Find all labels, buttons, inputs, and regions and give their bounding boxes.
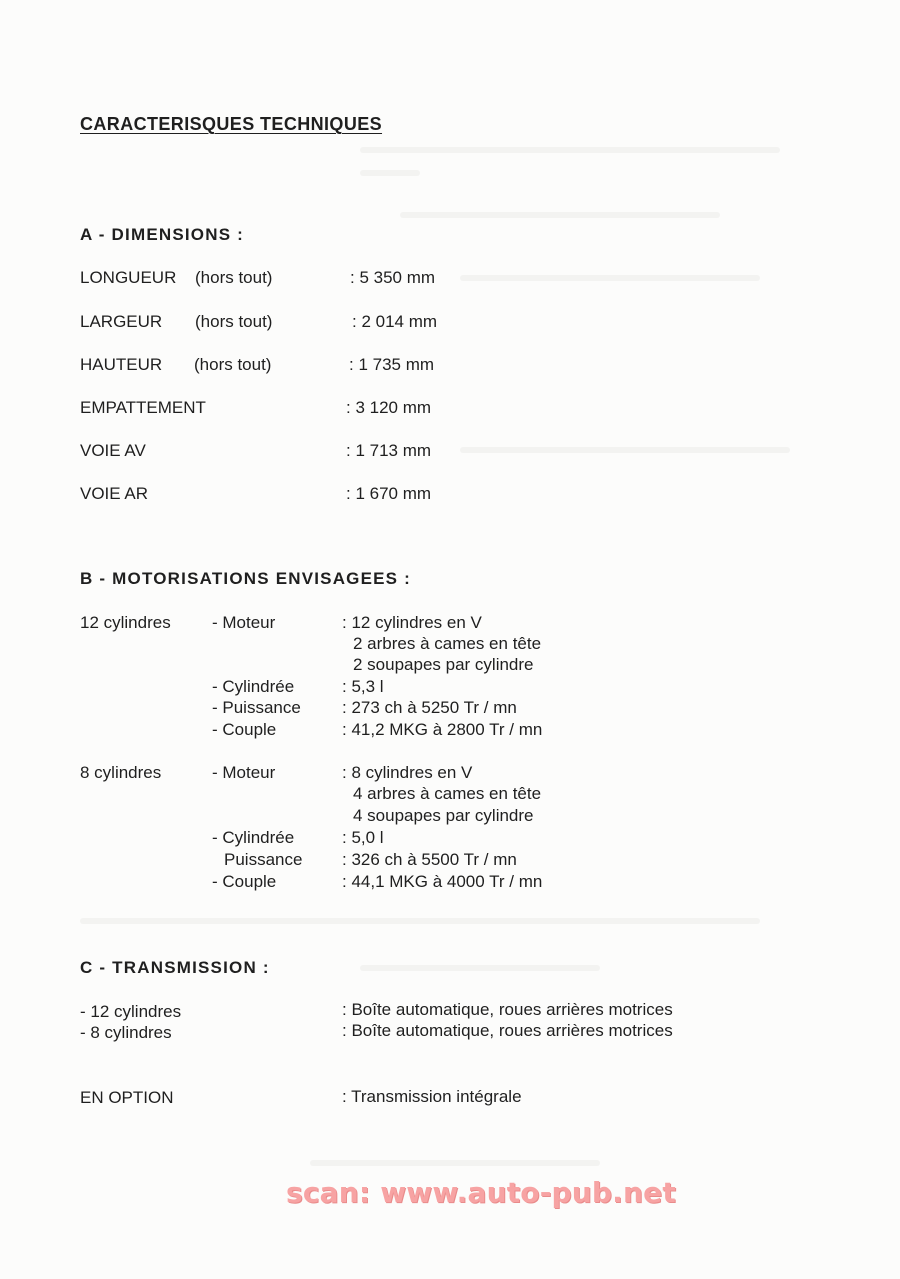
bleed-through-mark	[360, 147, 780, 153]
bleed-through-mark	[460, 275, 760, 281]
dimension-value: : 3 120 mm	[346, 398, 432, 417]
spec-value: : 326 ch à 5500 Tr / mn	[342, 850, 517, 869]
dimension-label: EMPATTEMENT	[80, 398, 206, 417]
transmission-label: - 8 cylindres	[80, 1023, 172, 1042]
bleed-through-mark	[360, 965, 600, 971]
spec-label: - Moteur	[212, 763, 276, 782]
spec-value: 2 arbres à cames en tête	[353, 634, 542, 653]
option-value: : Transmission intégrale	[342, 1087, 522, 1106]
spec-value: 4 soupapes par cylindre	[353, 806, 534, 825]
transmission-value: : Boîte automatique, roues arrières motrices	[342, 1000, 673, 1019]
dimension-value: : 1 670 mm	[346, 484, 432, 503]
dimension-label: VOIE AV	[80, 441, 146, 460]
engine-name-v12: 12 cylindres	[80, 613, 171, 632]
spec-value: : 12 cylindres en V	[342, 613, 482, 632]
dimension-label: LONGUEUR	[80, 268, 177, 287]
dimension-value: : 5 350 mm	[350, 268, 436, 287]
dimension-note: (hors tout)	[195, 268, 273, 287]
section-heading-motorisations: B - MOTORISATIONS ENVISAGEES :	[80, 569, 412, 588]
spec-label: - Puissance	[212, 698, 301, 717]
bleed-through-mark	[460, 447, 790, 453]
spec-value: 4 arbres à cames en tête	[353, 784, 542, 803]
section-heading-dimensions: A - DIMENSIONS :	[80, 225, 245, 244]
spec-value: : 41,2 MKG à 2800 Tr / mn	[342, 720, 543, 739]
dimension-label: VOIE AR	[80, 484, 149, 503]
dimension-note: (hors tout)	[195, 312, 273, 331]
dimension-note: (hors tout)	[194, 355, 272, 374]
spec-value: : 273 ch à 5250 Tr / mn	[342, 698, 517, 717]
dimension-label: HAUTEUR	[80, 355, 163, 374]
bleed-through-mark	[400, 212, 720, 218]
spec-value: : 44,1 MKG à 4000 Tr / mn	[342, 872, 543, 891]
bleed-through-mark	[80, 918, 760, 924]
dimension-value: : 1 735 mm	[349, 355, 435, 374]
scan-watermark: scan: www.auto-pub.net	[286, 1176, 676, 1209]
spec-value: 2 soupapes par cylindre	[353, 655, 534, 674]
dimension-label: LARGEUR	[80, 312, 163, 331]
transmission-label: - 12 cylindres	[80, 1002, 182, 1021]
option-label: EN OPTION	[80, 1088, 174, 1107]
spec-label: - Cylindrée	[212, 828, 295, 847]
bleed-through-mark	[360, 170, 420, 176]
dimension-value: : 1 713 mm	[346, 441, 432, 460]
spec-label: Puissance	[224, 850, 303, 869]
spec-value: : 8 cylindres en V	[342, 763, 473, 782]
engine-name-v8: 8 cylindres	[80, 763, 162, 782]
spec-value: : 5,3 l	[342, 677, 384, 696]
spec-label: - Moteur	[212, 613, 276, 632]
section-heading-transmission: C - TRANSMISSION :	[80, 958, 270, 977]
spec-value: : 5,0 l	[342, 828, 384, 847]
spec-label: - Couple	[212, 720, 277, 739]
bleed-through-mark	[310, 1160, 600, 1166]
document-title: CARACTERISQUES TECHNIQUES	[80, 114, 383, 134]
transmission-value: : Boîte automatique, roues arrières motrices	[342, 1021, 673, 1040]
spec-label: - Cylindrée	[212, 677, 295, 696]
spec-label: - Couple	[212, 872, 277, 891]
dimension-value: : 2 014 mm	[352, 312, 438, 331]
